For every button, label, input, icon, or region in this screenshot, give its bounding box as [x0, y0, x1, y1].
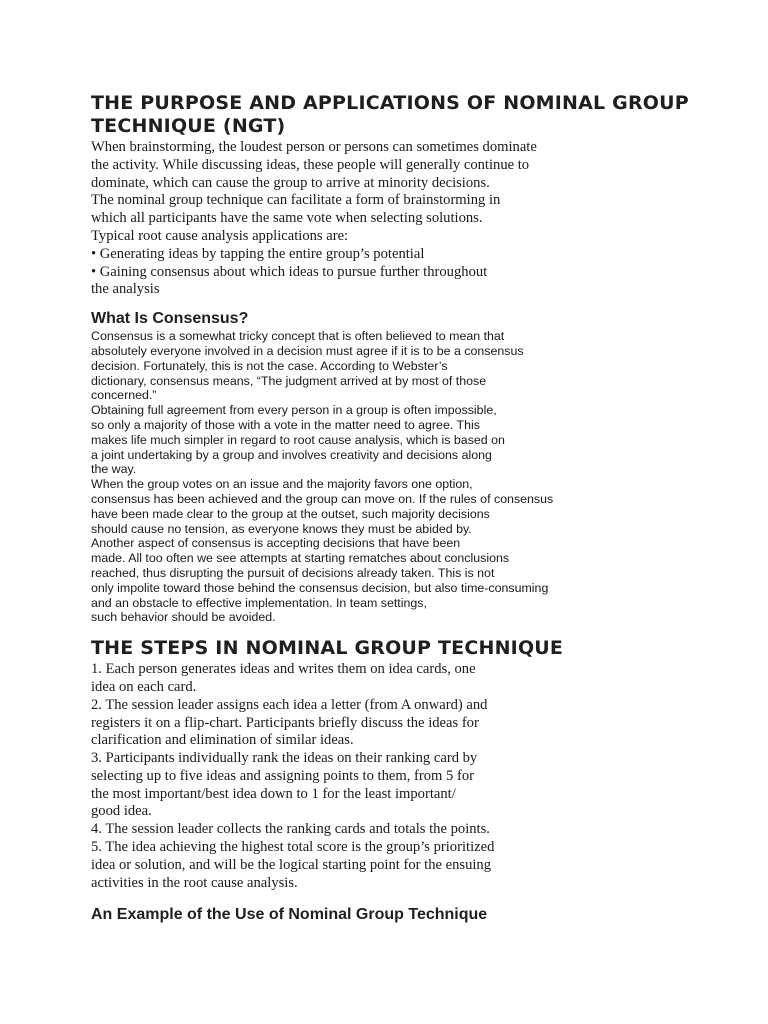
bullet-item: • Gaining consensus about which ideas to pursue further throughout [91, 263, 488, 280]
text-line: clarification and elimination of similar ideas. [91, 732, 354, 749]
list-item: 3. Participants individually rank the ideas on their ranking card by [91, 750, 478, 767]
text-line: the most important/best idea down to 1 for the least important/ [91, 785, 456, 802]
text-line: Another aspect of consensus is accepting decisions that have been [91, 536, 461, 551]
text-line: Consensus is a somewhat tricky concept that is often believed to mean that [91, 329, 505, 344]
document-page [91, 92, 711, 925]
section-heading-steps: THE STEPS IN NOMINAL GROUP TECHNIQUE [91, 637, 564, 660]
text-line: consensus has been achieved and the group can move on. If the rules of consensus [91, 491, 554, 506]
text-line: so only a majority of those with a vote in the matter need to agree. This [91, 417, 480, 432]
text-line: reached, thus disrupting the pursuit of decisions already taken. This is not [91, 565, 495, 580]
steps-list [91, 661, 711, 892]
text-line: The nominal group technique can facilitate a form of brainstorming in [91, 192, 501, 209]
list-item: 5. The idea achieving the highest total score is the group’s prioritized [91, 839, 495, 856]
text-line: concerned.” [91, 388, 157, 403]
heading-line: THE PURPOSE AND APPLICATIONS OF NOMINAL GROUP [91, 92, 689, 114]
text-line: When the group votes on an issue and the majority favors one option, [91, 477, 473, 492]
section-heading-purpose [91, 92, 711, 138]
purpose-paragraph [91, 139, 711, 299]
text-line: the way. [91, 462, 137, 477]
text-line: registers it on a flip-chart. Participants briefly discuss the ideas for [91, 714, 479, 731]
text-line: which all participants have the same vote when selecting solutions. [91, 210, 483, 227]
heading-line: TECHNIQUE (NGT) [91, 115, 286, 137]
list-item: 2. The session leader assigns each idea a letter (from A onward) and [91, 696, 488, 713]
text-line: decision. Fortunately, this is not the case. According to Webster’s [91, 358, 448, 373]
text-line: the analysis [91, 281, 160, 298]
text-line: dominate, which can cause the group to arrive at minority decisions. [91, 174, 490, 191]
section-heading-example: An Example of the Use of Nominal Group Technique [91, 906, 488, 924]
text-line: the activity. While discussing ideas, these people will generally continue to [91, 156, 530, 173]
text-line: absolutely everyone involved in a decision must agree if it is to be a consensus [91, 343, 524, 358]
section-heading-consensus: What Is Consensus? [91, 310, 249, 328]
text-line: dictionary, consensus means, “The judgment arrived at by most of those [91, 373, 487, 388]
text-line: Typical root cause analysis applications are: [91, 227, 349, 244]
text-line: only impolite toward those behind the consensus decision, but also time-consuming [91, 580, 549, 595]
text-line: When brainstorming, the loudest person or persons can sometimes dominate [91, 139, 537, 155]
text-line: idea on each card. [91, 678, 197, 695]
text-line: Obtaining full agreement from every person in a group is often impossible, [91, 403, 497, 418]
text-line: good idea. [91, 803, 152, 820]
text-line: made. All too often we see attempts at starting rematches about conclusions [91, 551, 510, 566]
text-line: makes life much simpler in regard to root cause analysis, which is based on [91, 432, 505, 447]
text-line: idea or solution, and will be the logical starting point for the ensuing [91, 856, 492, 873]
text-line: a joint undertaking by a group and involves creativity and decisions along [91, 447, 492, 462]
text-line: such behavior should be avoided. [91, 610, 276, 625]
text-line: activities in the root cause analysis. [91, 874, 298, 891]
bullet-item: • Generating ideas by tapping the entire group’s potential [91, 245, 425, 262]
text-line: selecting up to five ideas and assigning points to them, from 5 for [91, 767, 475, 784]
text-line: and an obstacle to effective implementation. In team settings, [91, 595, 427, 610]
list-item: 1. Each person generates ideas and writes them on idea cards, one [91, 661, 476, 678]
text-line: should cause no tension, as everyone knows they must be abided by. [91, 521, 472, 536]
consensus-paragraph [91, 329, 711, 625]
text-line: have been made clear to the group at the outset, such majority decisions [91, 506, 490, 521]
list-item: 4. The session leader collects the ranking cards and totals the points. [91, 821, 490, 838]
